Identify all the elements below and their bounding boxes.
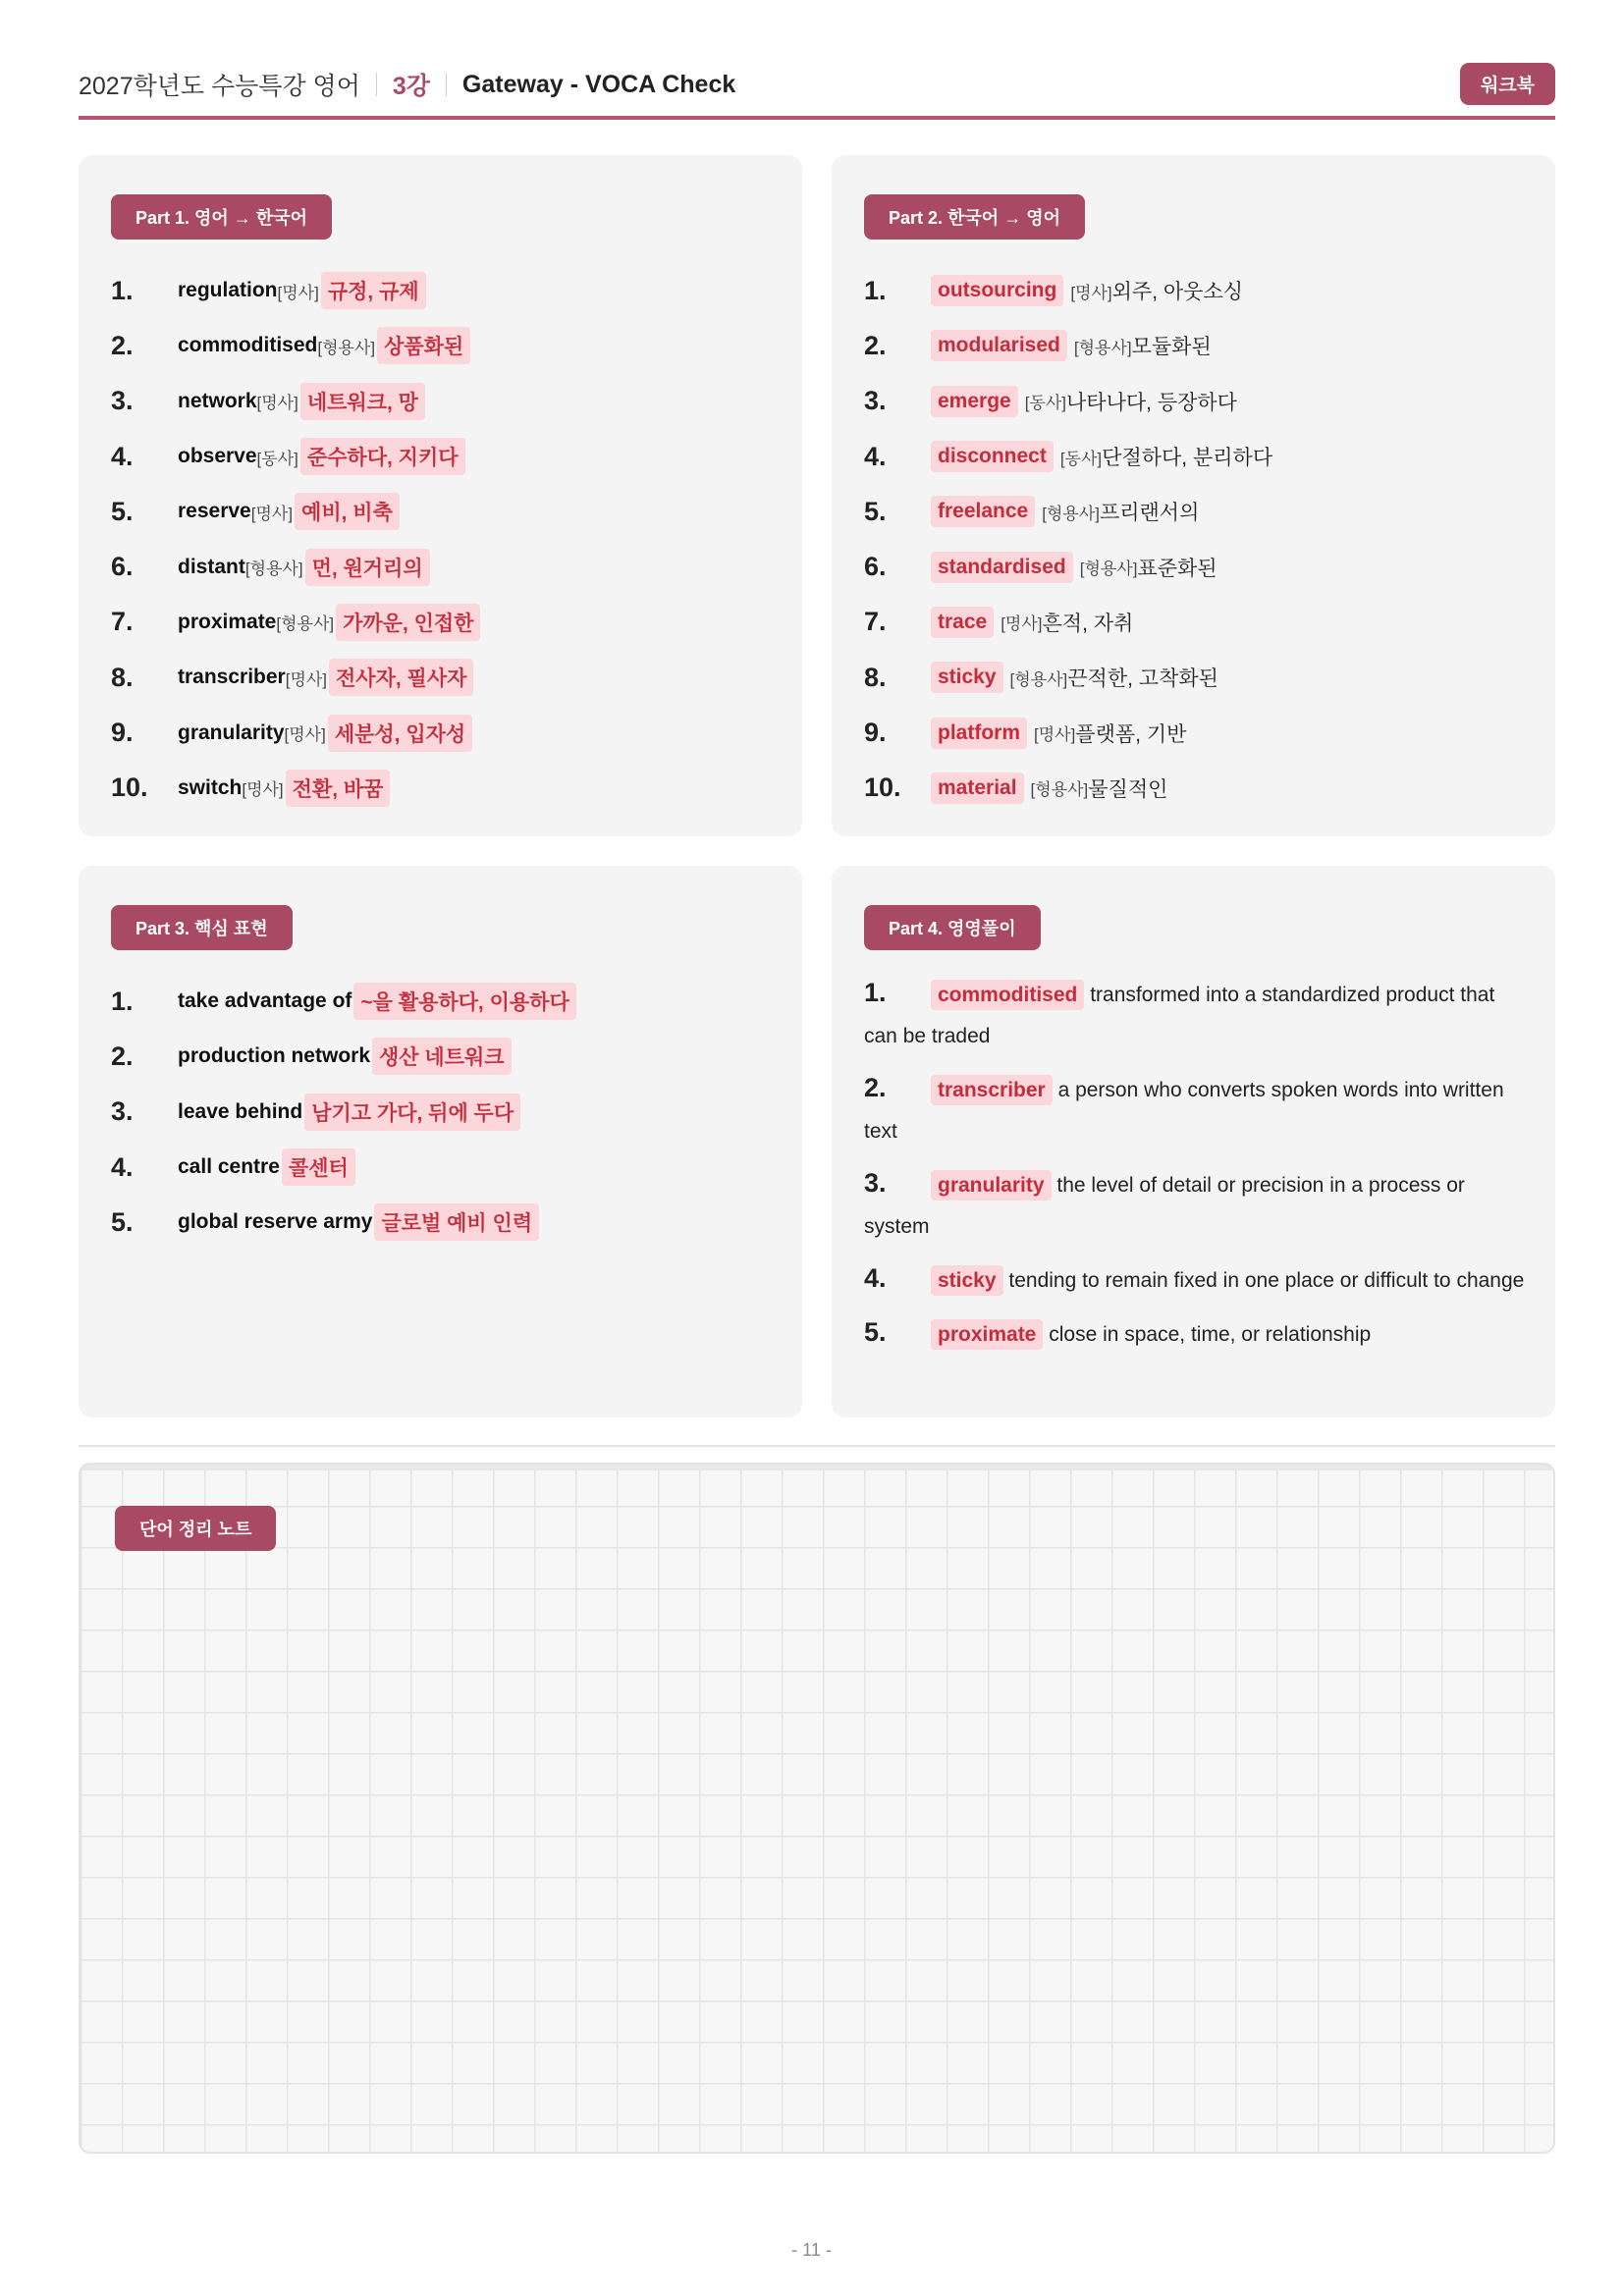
part1-panel (79, 155, 802, 836)
part3-list (111, 974, 773, 1250)
list-item: 1. regulation [명사] 규정, 규제 (111, 263, 773, 318)
note-title: 단어 정리 노트 (115, 1506, 276, 1551)
list-item: 10. material [형용사] 물질적인 (864, 773, 1168, 803)
list-item: 9. platform [명사] 플랫폼, 기반 (864, 718, 1187, 748)
list-item: 3. granularity the level of detail or precision in a process or system (864, 1168, 1465, 1238)
list-item: 8. transcriber [명사] 전사자, 필사자 (111, 650, 773, 705)
part1-list (111, 263, 773, 816)
section-divider (79, 1445, 1555, 1447)
section-title: Gateway - VOCA Check (461, 70, 736, 98)
part1-title: Part 1. 영어 → 한국어 (111, 194, 332, 240)
list-item: 5. global reserve army 글로벌 예비 인력 (111, 1195, 773, 1250)
list-item: 4. sticky tending to remain fixed in one place or difficult to change (864, 1257, 1526, 1302)
list-item: 1. commoditised transformed into a standardized product that can be traded (864, 978, 1495, 1047)
list-item: 1. take advantage of ~을 활용하다, 이용하다 (111, 974, 773, 1029)
list-item: 6. standardised [형용사] 표준화된 (864, 552, 1217, 582)
list-item: 6. distant [형용사] 먼, 원거리의 (111, 539, 773, 594)
list-item: 2. modularised [형용사] 모듈화된 (864, 330, 1212, 360)
workbook-badge: 워크북 (1460, 63, 1555, 105)
part2-list (864, 263, 1526, 816)
book-title: 2027학년도 수능특강 영어 (79, 73, 360, 100)
list-item: 3. emerge [동사] 나타나다, 등장하다 (864, 386, 1237, 416)
list-item: 4. observe [동사] 준수하다, 지키다 (111, 429, 773, 484)
list-item: 5. proximate close in space, time, or relationship (864, 1311, 1526, 1356)
page-header (79, 63, 1555, 120)
list-item: 7. trace [명사] 흔적, 자취 (864, 607, 1134, 637)
list-item: 4. call centre 콜센터 (111, 1140, 773, 1195)
part3-panel (79, 866, 802, 1417)
part3-title: Part 3. 핵심 표현 (111, 905, 293, 950)
list-item: 2. transcriber a person who converts spoken words into written text (864, 1073, 1504, 1143)
page-number: - 11 - (791, 2240, 832, 2260)
list-item: 3. network [명사] 네트워크, 망 (111, 374, 773, 429)
list-item: 5. freelance [형용사] 프리랜서의 (864, 496, 1200, 526)
header-separator (446, 73, 447, 96)
part2-title: Part 2. 한국어 → 영어 (864, 194, 1085, 240)
list-item: 2. production network 생산 네트워크 (111, 1029, 773, 1084)
list-item: 5. reserve [명사] 예비, 비축 (111, 484, 773, 539)
part2-panel (832, 155, 1555, 836)
part4-panel (832, 866, 1555, 1417)
list-item: 8. sticky [형용사] 끈적한, 고착화된 (864, 662, 1218, 692)
header-separator (376, 73, 377, 96)
list-item: 4. disconnect [동사] 단절하다, 분리하다 (864, 441, 1273, 471)
part4-list (864, 972, 1526, 1365)
list-item: 3. leave behind 남기고 가다, 뒤에 두다 (111, 1085, 773, 1140)
header-title (79, 67, 735, 102)
list-item: 7. proximate [형용사] 가까운, 인접한 (111, 595, 773, 650)
list-item: 2. commoditised [형용사] 상품화된 (111, 318, 773, 373)
list-item: 9. granularity [명사] 세분성, 입자성 (111, 705, 773, 760)
vocab-note-grid[interactable] (79, 1463, 1555, 2154)
list-item: 10. switch [명사] 전환, 바꿈 (111, 761, 773, 816)
list-item: 1. outsourcing [명사] 외주, 아웃소싱 (864, 275, 1244, 305)
lesson-label: 3강 (392, 73, 430, 100)
note-top-strip (81, 1465, 1553, 1470)
part4-title: Part 4. 영영풀이 (864, 905, 1041, 950)
